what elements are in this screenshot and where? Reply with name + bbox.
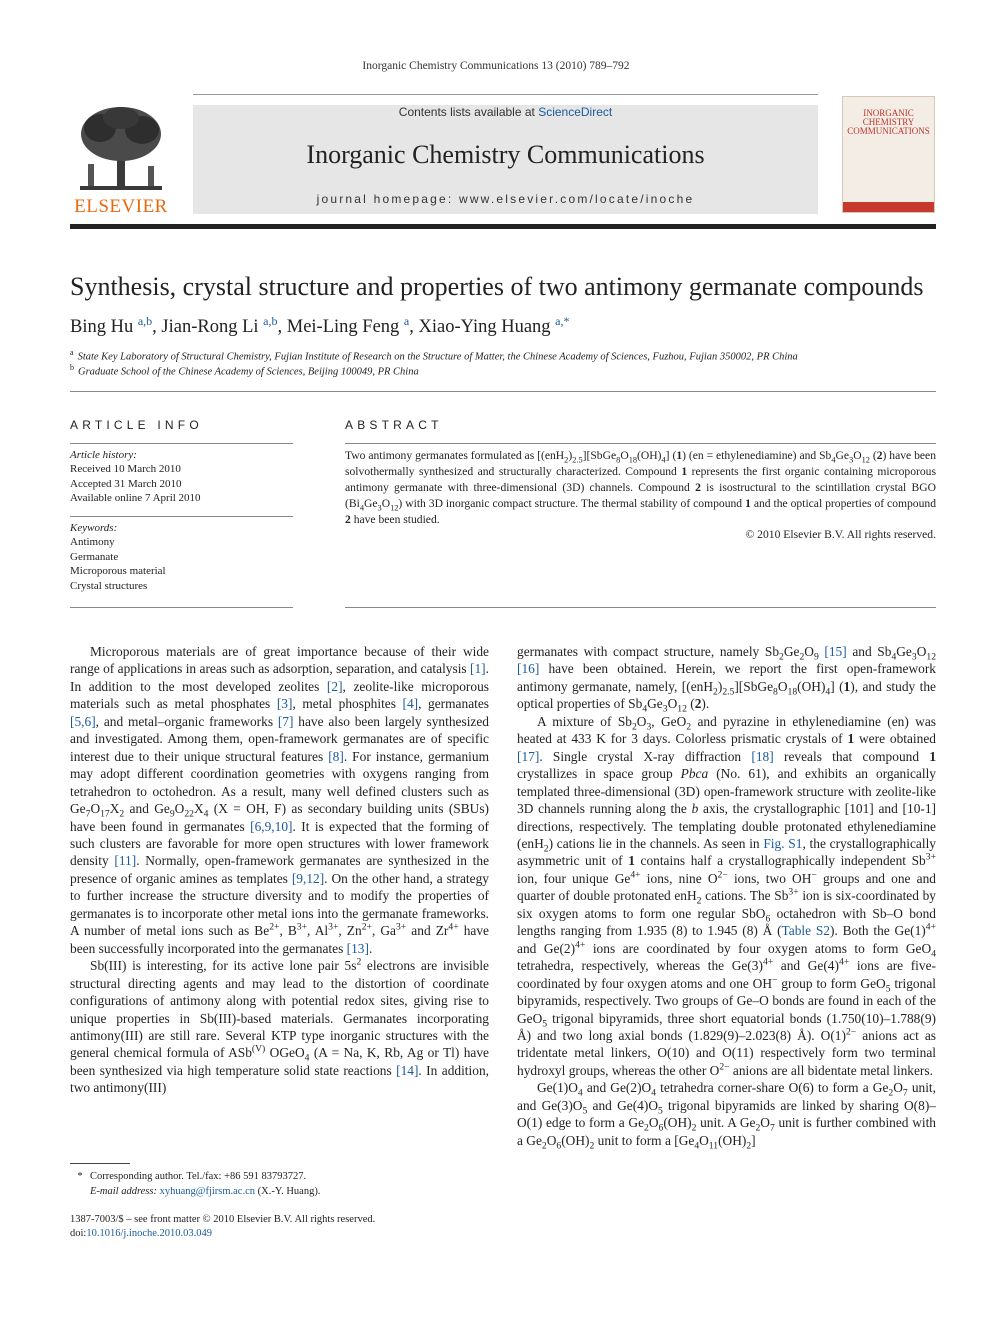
journal-title: Inorganic Chemistry Communications [306, 140, 705, 169]
keywords-block [70, 521, 166, 593]
doi-link[interactable]: 10.1016/j.inoche.2010.03.049 [86, 1228, 213, 1239]
body-paragraph: Microporous materials are of great importance because of their wide range of applications in areas such as adsorption, separation, and catalysis [1]. In addition to the most developed zeolites [2], zeolite-like microporous materials such as metal phosphates [3], metal phosphites [4], germanates [5,6], and metal–organic frameworks [7] have also been largely synthesized and investigated. Among them, open-framework germanates are of specific interest due to their unique structural features [8]. For instance, germanium may adopt different coordination geometries with oxygens ranging from tetrahedron to octohedron. As a result, many well defined clusters such as $Ge_7O_{17}X_2$ and $Ge_9O_{22}X_4$ (X = OH, F) as secondary building units (SBUs) have been found in germanates [6,9,10]. It is expected that the forming of such clusters are favorable for more open structures with lower framework density [11]. Normally, open-framework germanates are synthesized in the presence of organic amines as templates [9,12]. On the other hand, a strategy to further increase the structure diversity and to modify the properties of germanates is to incorporate other metal ions into the germanate frameworks. A number of metal ions such as $Be^{2+}$, $B^{3+}$, $Al^{3+}$, $Zn^{2+}$, $Ga^{3+}$ and $Zr^{4+}$ have been successfully incorporated into the germanates [13]. [70, 644, 490, 956]
email-link[interactable]: xyhuang@fjirsm.ac.cn [159, 1186, 256, 1197]
abstract-text: Two antimony germanates formulated as $[(enH_2)_{2.5}][SbGe_8O_{18}(OH)_4]$ (1) (en = ethylenediamine) and $Sb_4Ge_3O_{12}$ (2) have been solvothermally synthesized and structurally characterized. Compound 1 represents the first organic containing microporous antimony germanate with three-dimensional (3D) channels. Compound 2 is isostructural to the scintillation crystal BGO $(Bi_4Ge_3O_{12})$ with 3D inorganic compact structure. The thermal stability of compound 1 and the optical properties of compound 2 have been studied. [345, 449, 936, 526]
keyword: Crystal structures [70, 579, 148, 592]
divider [70, 443, 293, 444]
author-affiliation-mark[interactable]: a,b [263, 314, 278, 328]
keyword: Antimony [70, 536, 115, 549]
keyword: Germanate [70, 550, 119, 563]
abstract-copyright: © 2010 Elsevier B.V. All rights reserved. [745, 528, 936, 541]
journal-reference: Inorganic Chemistry Communications 13 (2010) 789–792 [362, 60, 630, 72]
accepted-date: Accepted 31 March 2010 [70, 477, 182, 490]
author-name: Jian-Rong Li [161, 317, 259, 338]
doi-line: doi:10.1016/j.inoche.2010.03.049 [70, 1228, 213, 1239]
body-column-left [70, 643, 489, 1097]
author-affiliation-mark[interactable]: a [403, 314, 410, 328]
author-name: Bing Hu [70, 317, 134, 338]
received-date: Received 10 March 2010 [70, 463, 181, 476]
abstract-heading: ABSTRACT [345, 418, 443, 432]
corresponding-author-note: * Corresponding author. Tel./fax: +86 591 83793727. [77, 1171, 307, 1182]
online-date: Available online 7 April 2010 [70, 492, 201, 505]
author-list: Bing Hu $^{a,b}$, Jian-Rong Li $^{a,b}$, Mei-Ling Feng $^a$, Xiao-Ying Huang $^{a,*}$ [70, 314, 570, 338]
history-label: Article history: [70, 449, 137, 461]
body-column-right [517, 643, 937, 1152]
email-note: E-mail address: xyhuang@fjirsm.ac.cn (X.-Y. Huang). [90, 1186, 321, 1197]
author-affiliation-mark[interactable]: a,b [137, 314, 153, 328]
journal-homepage[interactable]: journal homepage: www.elsevier.com/locate/inoche [316, 192, 695, 206]
affiliation-a: $^a$ State Key Laboratory of Structural Chemistry, Fujian Institute of Research on the Structure of Matter, the Chinese Academy of Sciences, Fuzhou, Fujian 350002, PR China [70, 348, 798, 363]
body-paragraph: germanates with compact structure, namely $Sb_2Ge_2O_9$ [15] and $Sb_4Ge_3O_{12}$ [16] have been obtained. Herein, we report the first open-framework antimony germanate, namely, $[(enH_2)_{2.5}][SbGe_8O_{18}(OH)_4]$ (1), and study the optical properties of $Sb_4Ge_3O_{12}$ (2). [517, 644, 936, 716]
issn-line: 1387-7003/$ – see front matter © 2010 Elsevier B.V. All rights reserved. [70, 1214, 376, 1225]
author-name: Mei-Ling Feng [286, 317, 400, 338]
keywords-label: Keywords: [70, 522, 118, 534]
divider [345, 443, 936, 444]
cover-bar [843, 202, 934, 212]
paper-title: Synthesis, crystal structure and properties of two antimony germanate compounds [70, 272, 924, 301]
keyword: Microporous material [70, 565, 166, 578]
divider [70, 607, 293, 608]
author-name: Xiao-Ying Huang [418, 317, 551, 338]
body-paragraph: $Ge(1)O_4$ and $Ge(2)O_4$ tetrahedra corner-share O(6) to form a $Ge_2O_7$ unit, and $Ge(3)O_5$ and $Ge(4)O_5$ trigonal bipyramids are linked by sharing O(8)–O(1) edge to form a $Ge_2O_6(OH)_2$ unit. A $Ge_2O_7$ unit is further combined with a $Ge_2O_6(OH)_2$ unit to form a $[Ge_4O_{11}(OH)_2]$ [517, 1080, 937, 1152]
footnote-rule [70, 1163, 130, 1164]
header-thick-rule [70, 224, 936, 229]
article-history [70, 448, 201, 506]
elsevier-wordmark: ELSEVIER [74, 196, 168, 217]
author-affiliation-mark[interactable]: a,* [555, 314, 570, 328]
divider [345, 607, 936, 608]
cover-title: INORGANIC CHEMISTRY COMMUNICATIONS [847, 108, 930, 136]
journal-cover-thumbnail [842, 96, 935, 213]
contents-line: Contents lists available at ScienceDirect [398, 105, 613, 119]
sciencedirect-link[interactable]: ScienceDirect [538, 105, 613, 119]
body-paragraph: A mixture of $Sb_2O_3$, GeO$_2$ and pyrazine in ethylenediamine (en) was heated at 433 K for 3 days. Colorless prismatic crystals of 1 were obtained [17]. Single crystal X-ray diffraction [18] reveals that compound 1 crystallizes in space group Pbca (No. 61), and exhibits an organically templated three-dimensional (3D) open-framework structure with zeolite-like 3D channels running along the b axis, the crystallographic [101] and [10-1] directions, respectively. The templating double protonated ethylenediamine (enH$_2$) cations lie in the channels. As seen in Fig. S1, the crystallographically asymmetric unit of 1 contains half a crystallographically independent $Sb^{3+}$ ion, four unique $Ge^{4+}$ ions, nine $O^{2-}$ ions, two OH− groups and one and quarter of double protonated enH$_2$ cations. The $Sb^{3+}$ ion is six-coordinated by six oxygen atoms to form one regular SbO$_6$ octahedron with Sb–O bond lengths ranging from 1.935 (8) to 1.945 (8) Å (Table S2). Both the $Ge(1)^{4+}$ and $Ge(2)^{4+}$ ions are coordinated by four oxygen atoms to form GeO$_4$ tetrahedra, respectively, whereas the $Ge(3)^{4+}$ and $Ge(4)^{4+}$ ions are five-coordinated by four oxygen atoms and one OH− group to form GeO$_5$ trigonal bipyramids, respectively. Two groups of Ge–O bonds are found in each of the GeO$_5$ trigonal bipyramids, three short equatorial bonds (1.750(10)–1.788(9) Å) and two long axial bonds (1.829(9)–2.023(8) Å). $O(1)^{2-}$ anions act as tridentate metal linkers, O(10) and O(11) respectively form two terminal hydroxyl groups, whereas the other $O^{2-}$ anions are all bidentate metal linkers. [517, 713, 937, 1078]
affiliation-rule [70, 391, 936, 392]
body-paragraph: Sb(III) is interesting, for its active lone pair $5s^2$ electrons are invisible structural directing agents and may lead to the distortion of coordinate configurations of antimony along with potential redox sites, giving rise to unique properties in Sb(III)-based materials. Germanates incorporating antimony(III) are still rare. Several KTP type inorganic structures with the general chemical formula of ASb$^{(V)}$ OGeO$_4$ (A = Na, K, Rb, Ag or Tl) have been synthesized via high temperature solid state reactions [14]. In addition, two antimony(III) [70, 956, 489, 1096]
header-rule [193, 94, 818, 95]
article-info-heading: ARTICLE INFO [70, 418, 203, 432]
affiliation-b: $^b$ Graduate School of the Chinese Academy of Sciences, Beijing 100049, PR China [70, 363, 419, 378]
divider [70, 516, 293, 517]
